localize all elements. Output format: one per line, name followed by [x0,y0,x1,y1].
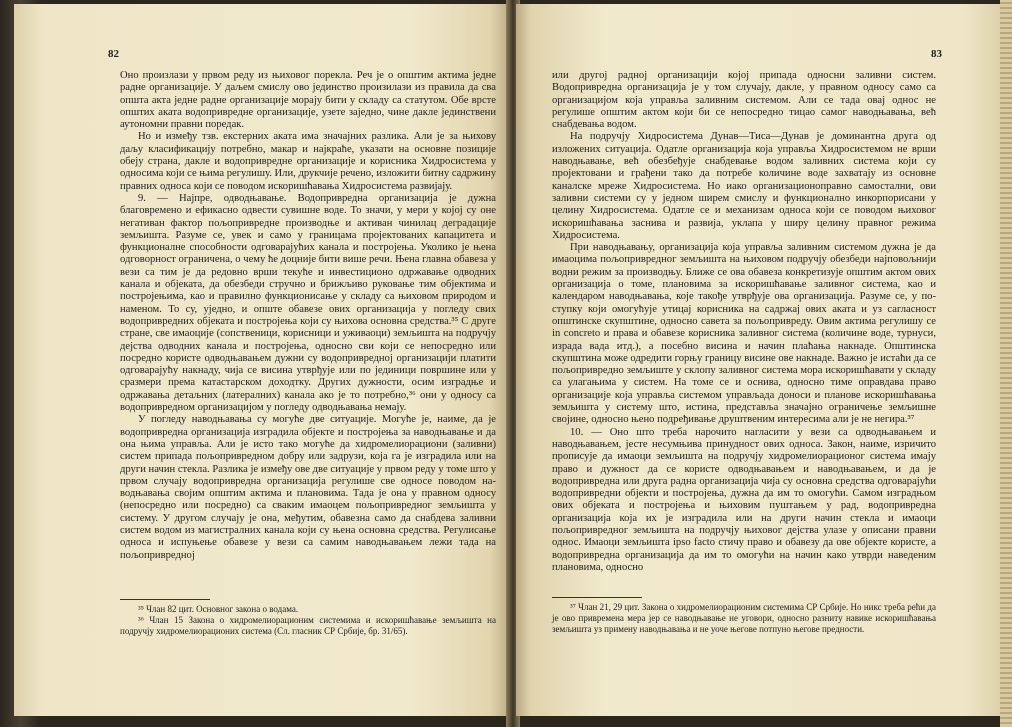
footnotes [120,604,496,637]
page-body [120,70,496,562]
paragraph: Оно произлази у првом реду из њиховог порекла. Реч је о општим актима једне радне организације. У даљем смислу ово јединство произилази из правила да сва општа акта једне радне организације морају бити у складу са статутом. Обе врсте општих аката водопривредне организације, узете заједно, чине дакле јединствени аутономни правни поредак. [120,70,496,131]
paragraph: или другој радној организацији којој припада односни заливни систем. Водопривредна организација је у том случају, дакле, у правном односу само са организацијом која управља заливним системом. Али се тада овај однос не регулише општим актом који би се непосредно тицао самог наводњавања, већ снабдевања водом. [552,70,936,131]
page-edges [1000,0,1012,727]
page-number: 83 [931,48,942,60]
footnote: ³⁵ Члан 82 цит. Основног закона о водама. [138,604,299,614]
page-number: 82 [108,48,119,60]
paragraph: При наводњавању, организација која управља заливним системом дужна је да имаоцима пољопривредног земљишта на њиховом подручју обезбеди најповољнији водни режим за производњу. Ближе се ова обавеза конкретизује општим актом ових организација о томе, плановима за искоришћавање заливног система, као и календаром наводњавања, које такође утврђује ова организација. Разуме се, у поступку који омогућује утицај корисника на садржај ових аката и уз сагласност општинске скупштине, односно савета за пољопривреду. Овим актима регулишу се in concreto и права и обавезе корисника заливног система (количине воде, турнуси, израда вада итд.), а посебно висина и начин плаћања накнаде. Општинска скупштина може одредити горњу границу висине ове накнаде. Важно је истаћи да се пољопривредно земљиште у склопу заливног система мора искоришћавати у складу са улагањима у систем. На томе се и оснива, односно тиме оправдава право организације која управља системом управљада доноси и планове искоришћавања земљишта у систему што, истина, представља значајно ограничење земљишне својине, односно њено подређивање друштвеним интересима али је не негира.³⁷ [552,242,936,426]
left-page [14,4,510,716]
footnote-divider [120,599,210,600]
right-page [516,4,1002,716]
paragraph: Но и између тзв. екстерних аката има значајних разлика. Али је за њихову даљу класификацију потребно, макар и најкраће, указати на основне позиције обеју страна, дакле и водопривредне организације и корисника Хидросистема у односима који се њима регулишу. Или, друкчије речено, изложити битну садржину правних односа који се поводом искоришћавања Хидросистема развијају. [120,131,496,192]
footnotes [552,602,936,635]
paragraph: 10. — Оно што треба нарочито нагласити у вези са одводњавањем и наводњавањем, јесте несумњива принудност ових односа. Закон, наиме, изричито прописује да имаоци земљишта на подручју хидромелиорационог система имају право и дужност да се користе одводњавањем и наводњавањем, и да је водопривредна или друга радна организација чија су основна средства одговарајући водопривредни објекти и постројења, дужна да им то омогући. Самом изградњом ових објеката и постројења и њиховим пуштањем у рад, водопривредна организација која их је изградила или на други начин стекла и имаоци пољопривредног земљишта на подручју њиховог дејства улазе у описани правни однос. Имаоци земљишта ipso facto стичу право и обавезу да ове објекте користе, а водопривредна организација да им то омогући на начин како утврди наведеним плановима, односно [552,426,936,573]
paragraph: На подручју Хидросистема Дунав—Тиса—Дунав је доминантна друга од изложених ситуација. Одатле организација која управља Хидросистемом не врши наводњавање, већ обезбеђује снабдевање водом заливних система који су пројектовани и грађени тако да потребе количине воде захватају из основне каналске мреже Хидросистема. Но иако организационоправно самостални, ови заливни системи су у једном ширем смислу и функционално инкорпорисани у целину Хидросистема. Одатле се и механизам односа који се поводом њиховог искоришћавања заснива и развија, уклапа у ширу целину правног режима Хидросистема. [552,131,936,241]
footnote-divider [552,597,642,598]
paragraph: 9. — Најпре, одводњавање. Водопривредна организација је дужна благовремено и ефикасно одвести сувишне воде. То значи, у мери у којој су оне негативан фактор пољопривредне производње и активан чинилац деградације земљишта. Разуме се, увек и само у границама пројектованих капацитета и функционалне способности одговарајућих канала и постројења. Уколико је њена одговорност ограничена, о чему ће доцније бити више речи. Њена главна обавеза у вези са тим је да редовно врши текуће и инвестиционо одржавање одводних канала и објеката, да обезбеди стручно и брижљиво руковање тим објектима и постројењима, као и правилно функционисање у складу са њиховом природом и наменом. То су, уједно, и опште обавезе ових организација у погледу свих водопривредних објеката и постројења који су њихова основна средства.³⁵ С друге стране, све имаоције (сопственици, корисници и уживаоци) земљишта на подручју дејства одводних канала и постројења, односно сви који се непосредно или посредно користе одводњавањем дужни су водопривредној организацији платити одговарајућу накнаду, чија се висина утврђује или по јединици површине или у сразмери према катастарском доходтку. Других дужности, осим изградње и одржавања детаљних (латералних) канала ако је то потребно,³⁶ они у односу са водопривредном организацијом у погледу одводњавања немају. [120,192,496,414]
paragraph: У погледу наводњавања су могуће две ситуације. Могуће је, наиме, да је водопривредна организација изградила објекте и постројења за наводњавање и да она њима управља. Али је исто тако могуће да хидромелиорациони (заливни) систем припада пољопривредном добру или задрузи, која га је изградила или на други начин стекла. Разлика је између ове две ситуације у првом реду у томе што у првом случају водопривредна организација регулише све односе поводом наводњавања својим општим актима и плановима. Тада је она у правном односу (непосредно или посредно) са сваким имаоцем пољопривредног земљишта у систему. У другом случају је она, међутим, обавезна само да снабдева заливни систем водом из магистралних канала који су њена основна средства. Регулисање односа и испуњење обавезе у вези са самим наводњавањем лежи тада на пољопривредној [120,414,496,561]
footnote: ³⁶ Члан 15 Закона о хидромелиорационим системима и искоришћавање земљишта на подручју хидромелиорационих система (Сл. гласник СР Србије, бр. 31/65). [120,615,496,636]
page-body [552,70,936,574]
footnote: ³⁷ Члан 21, 29 цит. Закона о хидромелиорационим системима СР Србије. Но никс треба рећи да је ово привремена мера јер се наводњавање не уговори, односно разниту навике искоришћавања земљишта уз примену наводњавања и не уоче његове потпуно његове предности. [552,602,936,634]
